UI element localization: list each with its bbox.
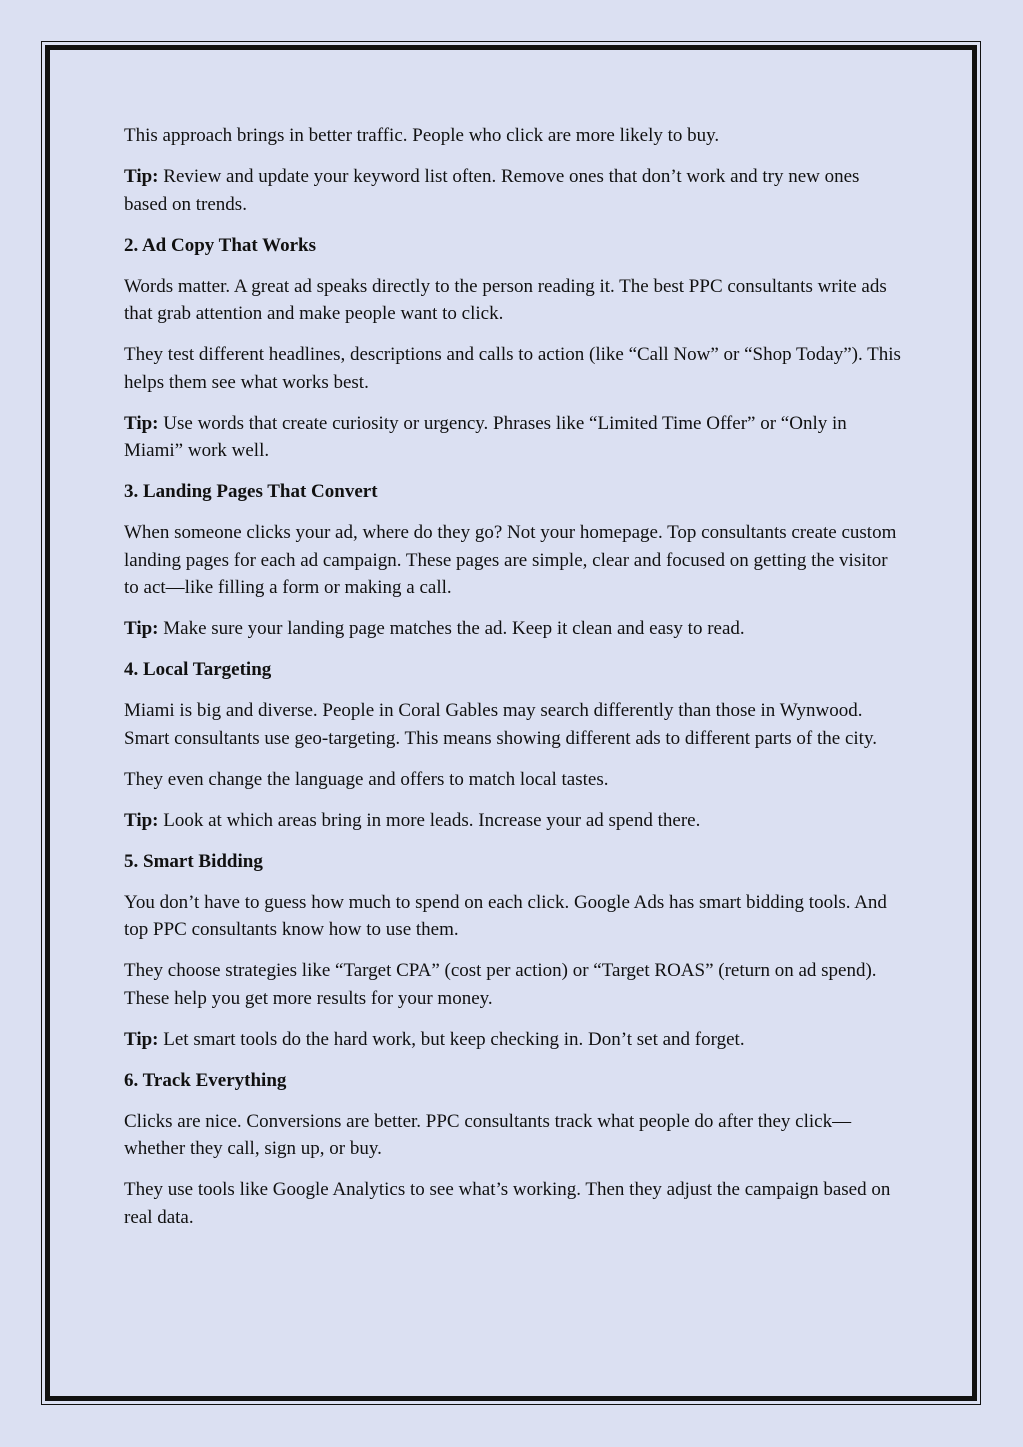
paragraph: They test different headlines, descriptions and calls to action (like “Call Now” or “Shop Today”). This helps them see what works best. — [124, 344, 901, 393]
paragraph: Words matter. A great ad speaks directly to the person reading it. The best PPC consultants write ads that grab attention and make people want to click. — [124, 275, 887, 324]
tip-label: Tip: — [124, 618, 159, 639]
tip-paragraph — [124, 615, 904, 643]
tip-text: Use words that create curiosity or urgency. Phrases like “Limited Time Offer” or “Only in Miami” work well. — [124, 412, 847, 461]
document-body — [124, 122, 904, 1245]
tip-paragraph — [124, 1026, 904, 1054]
tip-paragraph — [124, 410, 904, 465]
paragraph: Miami is big and diverse. People in Coral Gables may search differently than those in Wynwood. Smart consultants use geo-targeting. This means showing different ads to different parts of the city. — [124, 700, 877, 749]
tip-paragraph — [124, 163, 904, 218]
section-heading: 5. Smart Bidding — [124, 850, 263, 872]
tip-text: Look at which areas bring in more leads. Increase your ad spend there. — [158, 809, 701, 831]
tip-label: Tip: — [124, 166, 159, 187]
tip-text: Review and update your keyword list often. Remove ones that don’t work and try new ones based on trends. — [124, 166, 860, 215]
paragraph: They even change the language and offers to match local tastes. — [124, 768, 609, 790]
section-heading: 3. Landing Pages That Convert — [124, 481, 378, 502]
paragraph: Clicks are nice. Conversions are better. PPC consultants track what people do after they click—whether they call, sign up, or buy. — [124, 1110, 852, 1159]
paragraph: You don’t have to guess how much to spend on each click. Google Ads has smart bidding tools. And top PPC consultants know how to use them. — [124, 891, 887, 940]
paragraph: They choose strategies like “Target CPA” (cost per action) or “Target ROAS” (return on ad spend). These help you get more results for your money. — [124, 960, 877, 1009]
paragraph: This approach brings in better traffic. People who click are more likely to buy. — [124, 125, 720, 146]
paragraph: They use tools like Google Analytics to see what’s working. Then they adjust the campaign based on real data. — [124, 1179, 891, 1228]
tip-text: Let smart tools do the hard work, but keep checking in. Don’t set and forget. — [158, 1028, 745, 1050]
tip-paragraph — [124, 807, 904, 835]
paragraph: When someone clicks your ad, where do they go? Not your homepage. Top consultants create custom landing pages for each ad campaign. These pages are simple, clear and focused on getting the visitor to act—like filling a form or making a call. — [124, 522, 897, 598]
section-heading: 4. Local Targeting — [124, 659, 272, 680]
tip-label: Tip: — [124, 809, 159, 831]
section-heading: 6. Track Everything — [124, 1069, 287, 1091]
tip-text: Make sure your landing page matches the ad. Keep it clean and easy to read. — [158, 618, 745, 639]
tip-label: Tip: — [124, 1028, 159, 1050]
section-heading: 2. Ad Copy That Works — [124, 234, 317, 256]
tip-label: Tip: — [124, 412, 159, 434]
